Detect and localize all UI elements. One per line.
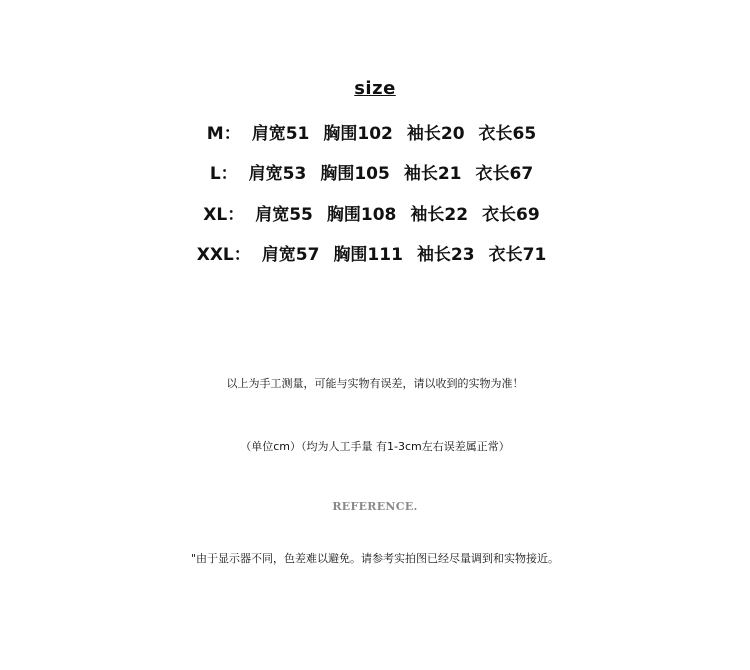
color-difference-note: "由于显示器不同，色差难以避免。请参考实拍图已经尽量调到和实物接近。 — [190, 552, 560, 565]
size-row-xl — [0, 199, 750, 225]
garment-length: 衣长71 — [488, 244, 547, 265]
unit-note: （单位cm）（均为人工手量 有1-3cm左右误差属正常） — [240, 440, 510, 453]
size-label: XL： — [203, 204, 245, 225]
shoulder-width: 肩宽51 — [251, 123, 310, 144]
size-row-m — [0, 118, 750, 144]
shoulder-width: 肩宽53 — [248, 163, 307, 184]
shoulder-width: 肩宽55 — [255, 204, 313, 225]
chest-width: 胸围102 — [323, 123, 393, 144]
size-row-l — [0, 158, 750, 184]
size-label: L： — [209, 163, 238, 184]
measurement-note: 以上为手工测量，可能与实物有误差，请以收到的实物为准！ — [226, 377, 524, 390]
sleeve-length: 袖长22 — [410, 204, 469, 225]
garment-length: 衣长67 — [475, 163, 534, 184]
garment-length: 衣长65 — [478, 123, 537, 144]
size-row-xxl — [0, 239, 750, 265]
garment-length: 衣长69 — [482, 204, 540, 225]
size-label: XXL： — [196, 244, 251, 265]
chest-width: 胸围108 — [326, 204, 397, 225]
sleeve-length: 袖长21 — [403, 163, 462, 184]
size-label: M： — [206, 123, 241, 144]
shoulder-width: 肩宽57 — [261, 244, 320, 265]
size-title: size — [354, 78, 396, 99]
chest-width: 胸围105 — [320, 163, 390, 184]
reference-label: REFERENCE. — [332, 500, 418, 513]
sleeve-length: 袖长20 — [406, 123, 465, 144]
chest-width: 胸围111 — [333, 244, 403, 265]
sleeve-length: 袖长23 — [416, 244, 475, 265]
